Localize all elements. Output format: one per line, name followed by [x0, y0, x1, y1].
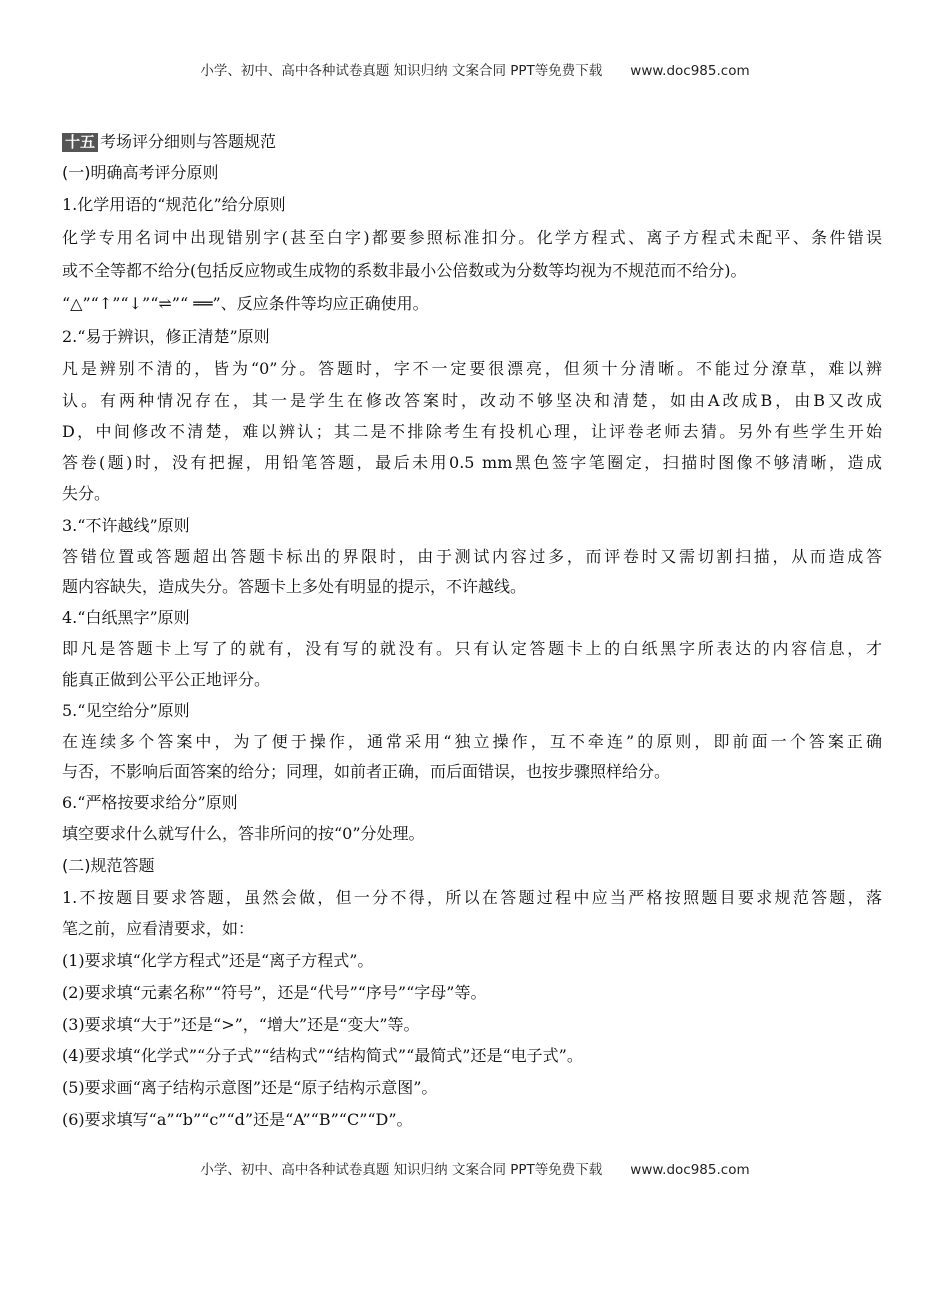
- text-line: 能真正做到公平公正地评分。: [62, 670, 271, 689]
- section-heading: (一)明确高考评分原则: [62, 163, 219, 182]
- text-line: (5)要求画“离子结构示意图”还是“原子结构示意图”。: [62, 1078, 438, 1097]
- text-line: 化学专用名词中出现错别字(甚至白字)都要参照标准扣分。化学方程式、离子方程式未配平、条件错误: [62, 228, 882, 247]
- footer-text: 小学、初中、高中各种试卷真题 知识归纳 文案合同 PPT等免费下载: [200, 1162, 603, 1178]
- section-badge: 十五: [62, 133, 98, 152]
- text-line: (2)要求填“元素名称”“符号”，还是“代号”“序号”“字母”等。: [62, 983, 487, 1002]
- text-line: 认。有两种情况存在，其一是学生在修改答案时，改动不够坚决和清楚，如由A改成B，由B又改成: [62, 391, 882, 410]
- text-line: 与否，不影响后面答案的给分；同理，如前者正确，而后面错误，也按步骤照样给分。: [62, 762, 671, 781]
- header-text: 小学、初中、高中各种试卷真题 知识归纳 文案合同 PPT等免费下载: [200, 63, 603, 79]
- text-line: 凡是辨别不清的，皆为“0”分。答题时，字不一定要很漂亮，但须十分清晰。不能过分潦草，难以辨: [62, 359, 882, 378]
- section-heading: (二)规范答题: [62, 856, 155, 875]
- page-header: [0, 59, 950, 79]
- header-url: www.doc985.com: [630, 63, 750, 79]
- text-line: 失分。: [62, 484, 111, 503]
- text-line: 在连续多个答案中，为了便于操作，通常采用“独立操作，互不牵连”的原则，即前面一个答案正确: [62, 732, 882, 751]
- text-line: D，中间修改不清楚，难以辨认；其二是不排除考生有投机心理，让评卷老师去猜。另外有些学生开始: [62, 422, 882, 441]
- text-line: (1)要求填“化学方程式”还是“离子方程式”。: [62, 951, 374, 970]
- text-line: 题内容缺失，造成失分。答题卡上多处有明显的提示，不许越线。: [62, 577, 527, 596]
- section-title: [62, 132, 882, 152]
- text-line: 2.“易于辨识，修正清楚”原则: [62, 327, 270, 346]
- text-line: 4.“白纸黑字”原则: [62, 608, 190, 627]
- text-line: 1.化学用语的“规范化”给分原则: [62, 195, 286, 214]
- footer-url: www.doc985.com: [630, 1162, 750, 1178]
- text-line: (3)要求填“大于”还是“>”，“增大”还是“变大”等。: [62, 1015, 420, 1034]
- text-line: 1.不按题目要求答题，虽然会做，但一分不得，所以在答题过程中应当严格按照题目要求规范答题，落: [62, 888, 882, 907]
- text-line: 填空要求什么就写什么，答非所问的按“0”分处理。: [62, 824, 425, 843]
- text-line: “△”“↑”“↓”“⇌”“ ══”、反应条件等均应正确使用。: [62, 294, 429, 313]
- page-footer: [0, 1158, 950, 1178]
- text-line: 5.“见空给分”原则: [62, 701, 190, 720]
- text-line: 笔之前，应看清要求，如：: [62, 919, 255, 938]
- text-line: 答错位置或答题超出答题卡标出的界限时，由于测试内容过多，而评卷时又需切割扫描，从而造成答: [62, 547, 882, 566]
- text-line: 3.“不许越线”原则: [62, 516, 190, 535]
- section-title-text: 考场评分细则与答题规范: [100, 132, 277, 151]
- text-line: 答卷(题)时，没有把握，用铅笔答题，最后未用0.5 mm黑色签字笔圈定，扫描时图像不够清晰，造成: [62, 453, 882, 472]
- text-line: 或不全等都不给分(包括反应物或生成物的系数非最小公倍数或为分数等均视为不规范而不给分)。: [62, 261, 747, 280]
- text-line: (6)要求填写“a”“b”“c”“d”还是“A”“B”“C”“D”。: [62, 1110, 413, 1129]
- text-line: 6.“严格按要求给分”原则: [62, 793, 238, 812]
- text-line: 即凡是答题卡上写了的就有，没有写的就没有。只有认定答题卡上的白纸黑字所表达的内容信息，才: [62, 639, 882, 658]
- text-line: (4)要求填“化学式”“分子式”“结构式”“结构简式”“最简式”还是“电子式”。: [62, 1046, 583, 1065]
